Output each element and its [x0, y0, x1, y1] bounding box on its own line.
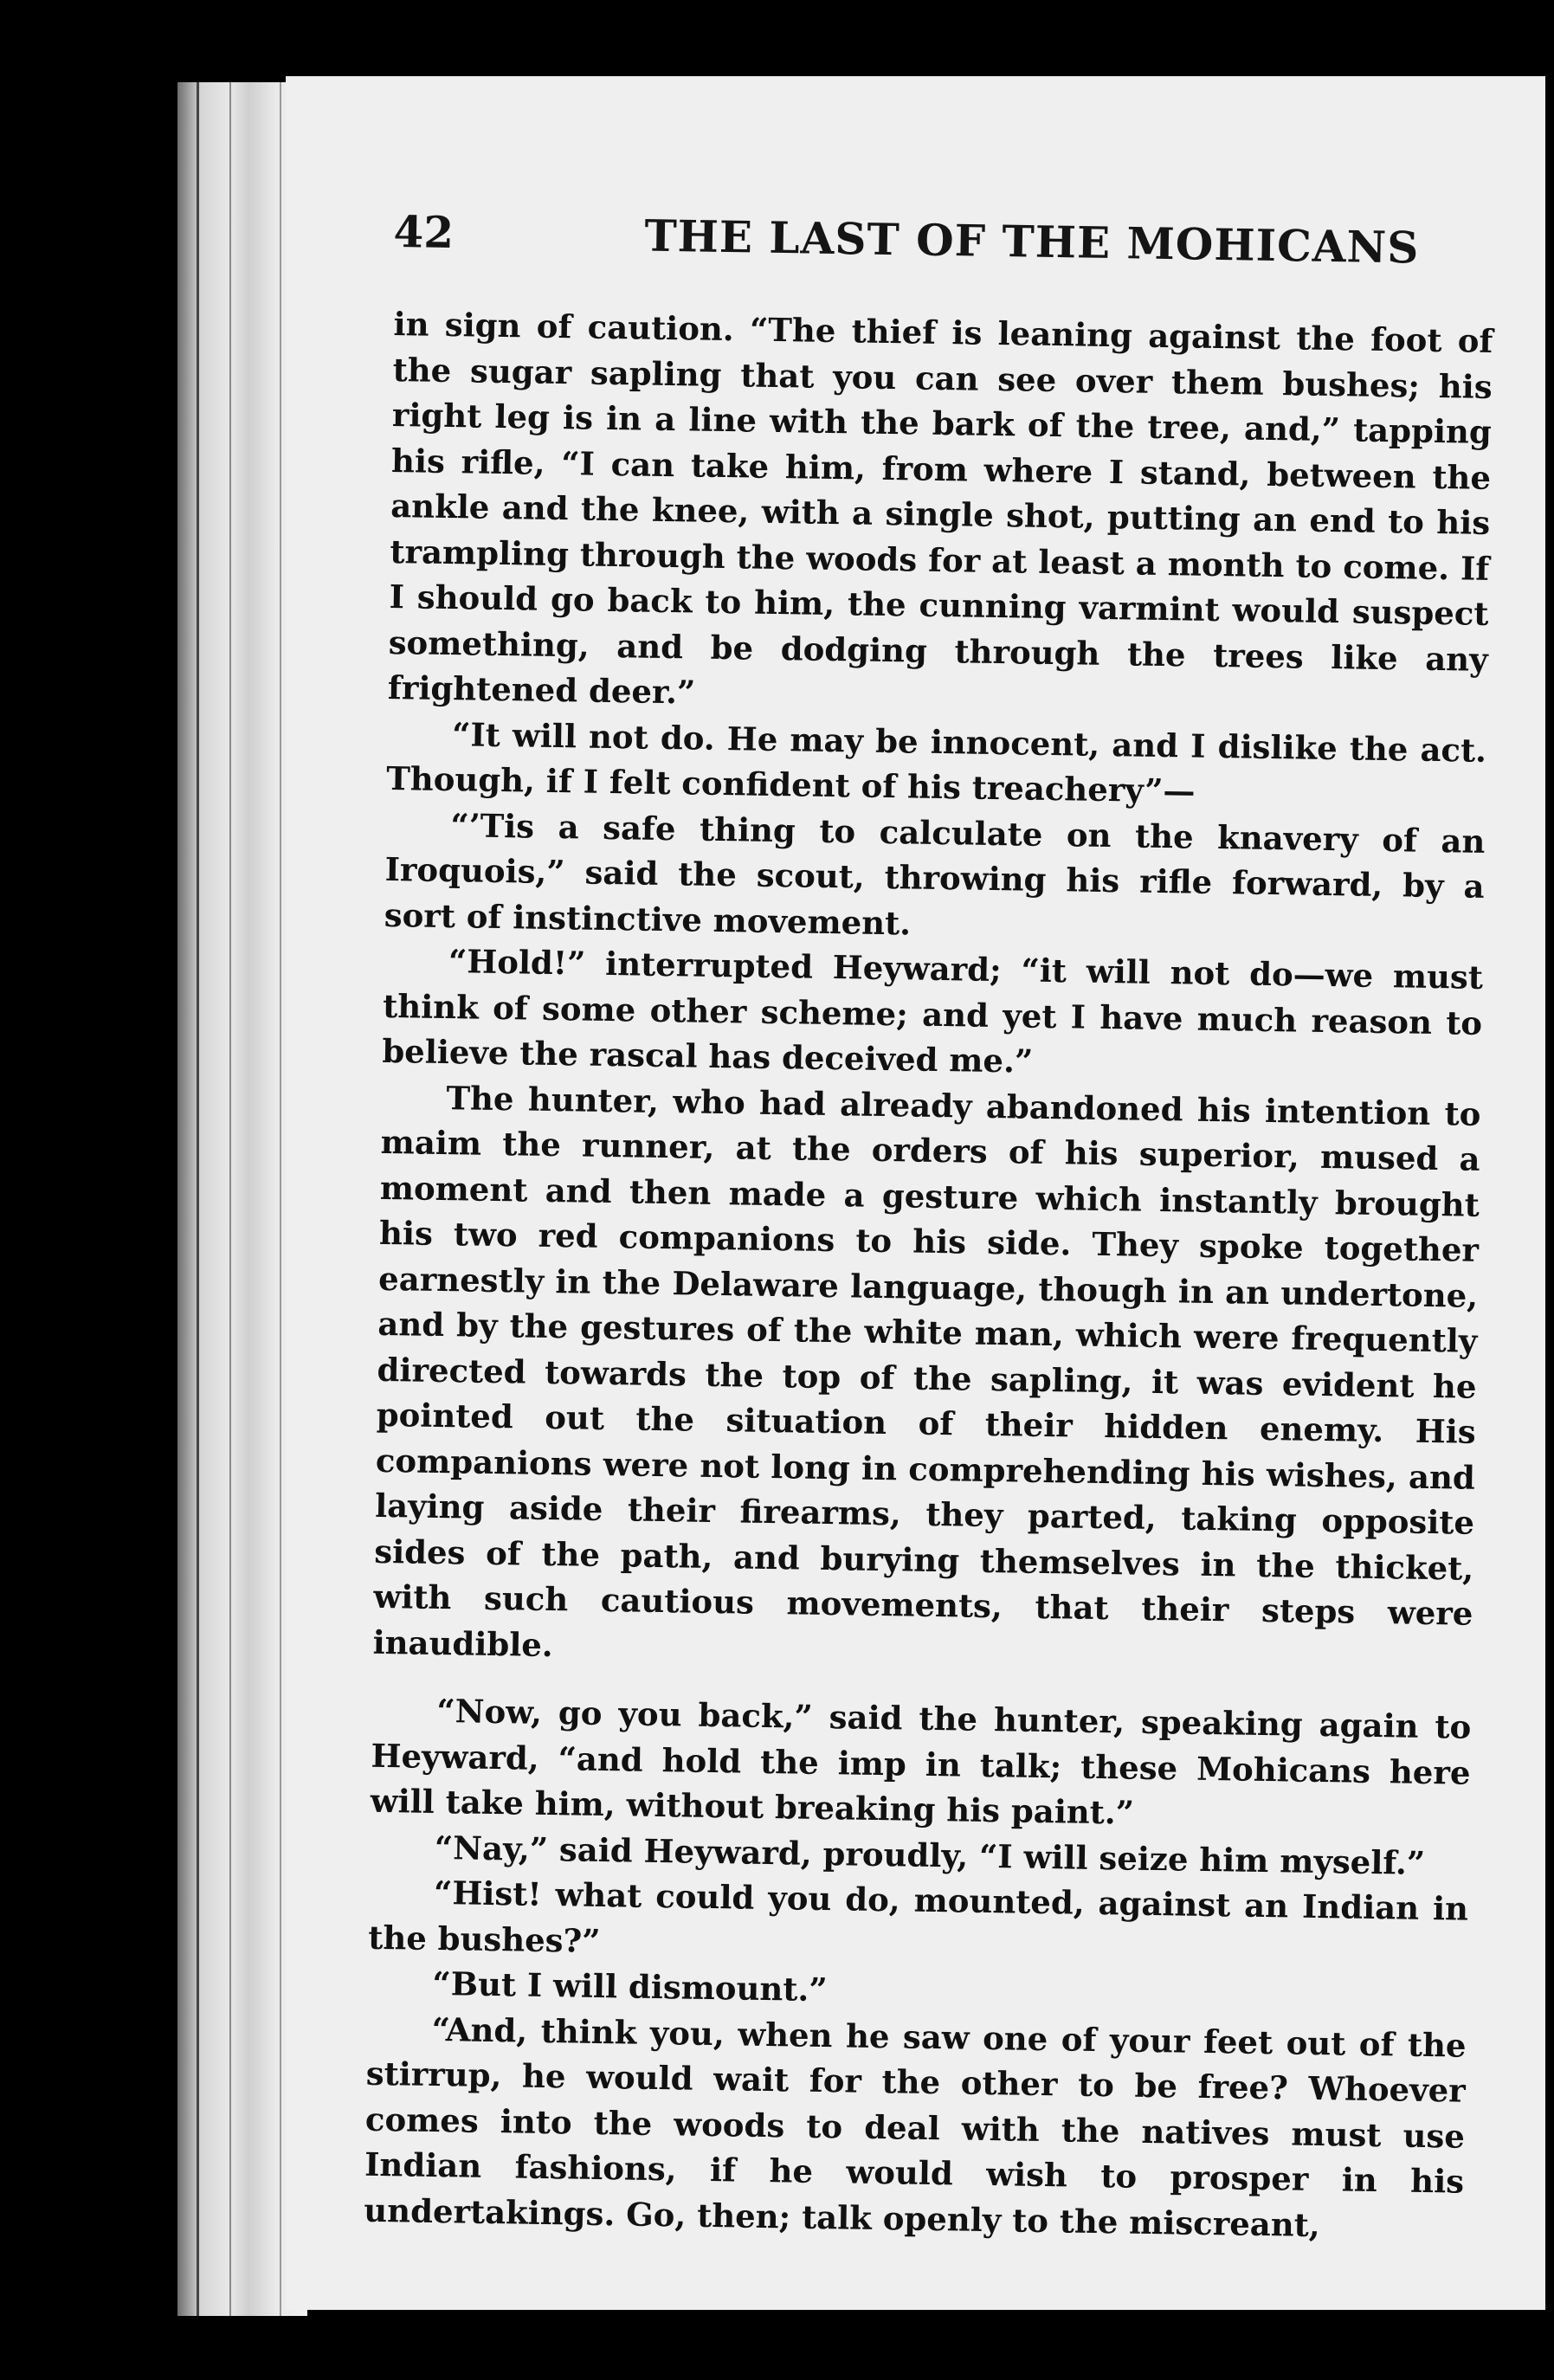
paragraph: “And, think you, when he saw one of your feet out of the stirrup, he would wait for the other to be free? Whoever comes into the woods to deal with the natives must use Indian fashions, if he would wish to prosper in his undertakings. Go, then; talk openly to the miscreant, — [364, 2009, 1467, 2244]
body-text — [364, 301, 1493, 2250]
paragraph: “But I will dismount.” — [432, 1964, 828, 2009]
binding-fold-line — [197, 82, 199, 2316]
binding-fold-line — [229, 82, 231, 2316]
binding-fold-line — [280, 82, 281, 2316]
paragraph: “Now, go you back,” said the hunter, speaking again to Heyward, “and hold the imp in talk; these Mohicans here will take him, without breaking his paint.” — [370, 1691, 1472, 1832]
paragraph: “’Tis a safe thing to calculate on the knavery of an Iroquois,” said the scout, throwing his rifle forward, by a sort of instinctive movement. — [384, 805, 1486, 942]
paragraph: in sign of caution. “The thief is leaning against the foot of the sugar sapling that you can see over them bushes; his right leg is in a line with the bark of the tree, and,” tapping his rifle, “I can take him, from where I stand, between the ankle and the knee, with a single shot, putting an end to his trampling through the woods for at least a month to come. If I should go back to him, the cunning varmint would suspect something, and be dodging through the trees like any frightened deer.” — [387, 304, 1493, 712]
running-header — [392, 206, 1493, 319]
paragraph: The hunter, who had already abandoned his intention to maim the runner, at the orders of his superior, mused a moment and then made a gesture which instantly brought his two red companions to his side. They spoke together earnestly in the Delaware language, though in an undertone, and by the gestures of the white man, which were frequently directed towards the top of the sapling, it was evident he pointed out the situation of their hidden enemy. His companions were not long in comprehending his wishes, and laying aside their firearms, they parted, taking opposite sides of the path, and burying themselves in the thicket, with such cautious movements, that their steps were inaudible. — [372, 1078, 1481, 1664]
book-page — [286, 76, 1545, 2310]
paragraph: “Nay,” said Heyward, proudly, “I will seize him myself.” — [434, 1828, 1426, 1882]
page-number: 42 — [393, 206, 455, 259]
paragraph: “It will not do. He may be innocent, and I dislike the act. Though, if I felt confident of his treachery”— — [385, 714, 1487, 810]
page-content — [364, 206, 1493, 2244]
running-title: THE LAST OF THE MOHICANS — [644, 210, 1420, 274]
paragraph: “Hold!” interrupted Heyward; “it will not do—we must think of some other scheme; and yet I have much reason to believe the rascal has deceived me.” — [382, 942, 1484, 1080]
paragraph: “Hist! what could you do, mounted, against an Indian in the bushes?” — [367, 1873, 1469, 1960]
